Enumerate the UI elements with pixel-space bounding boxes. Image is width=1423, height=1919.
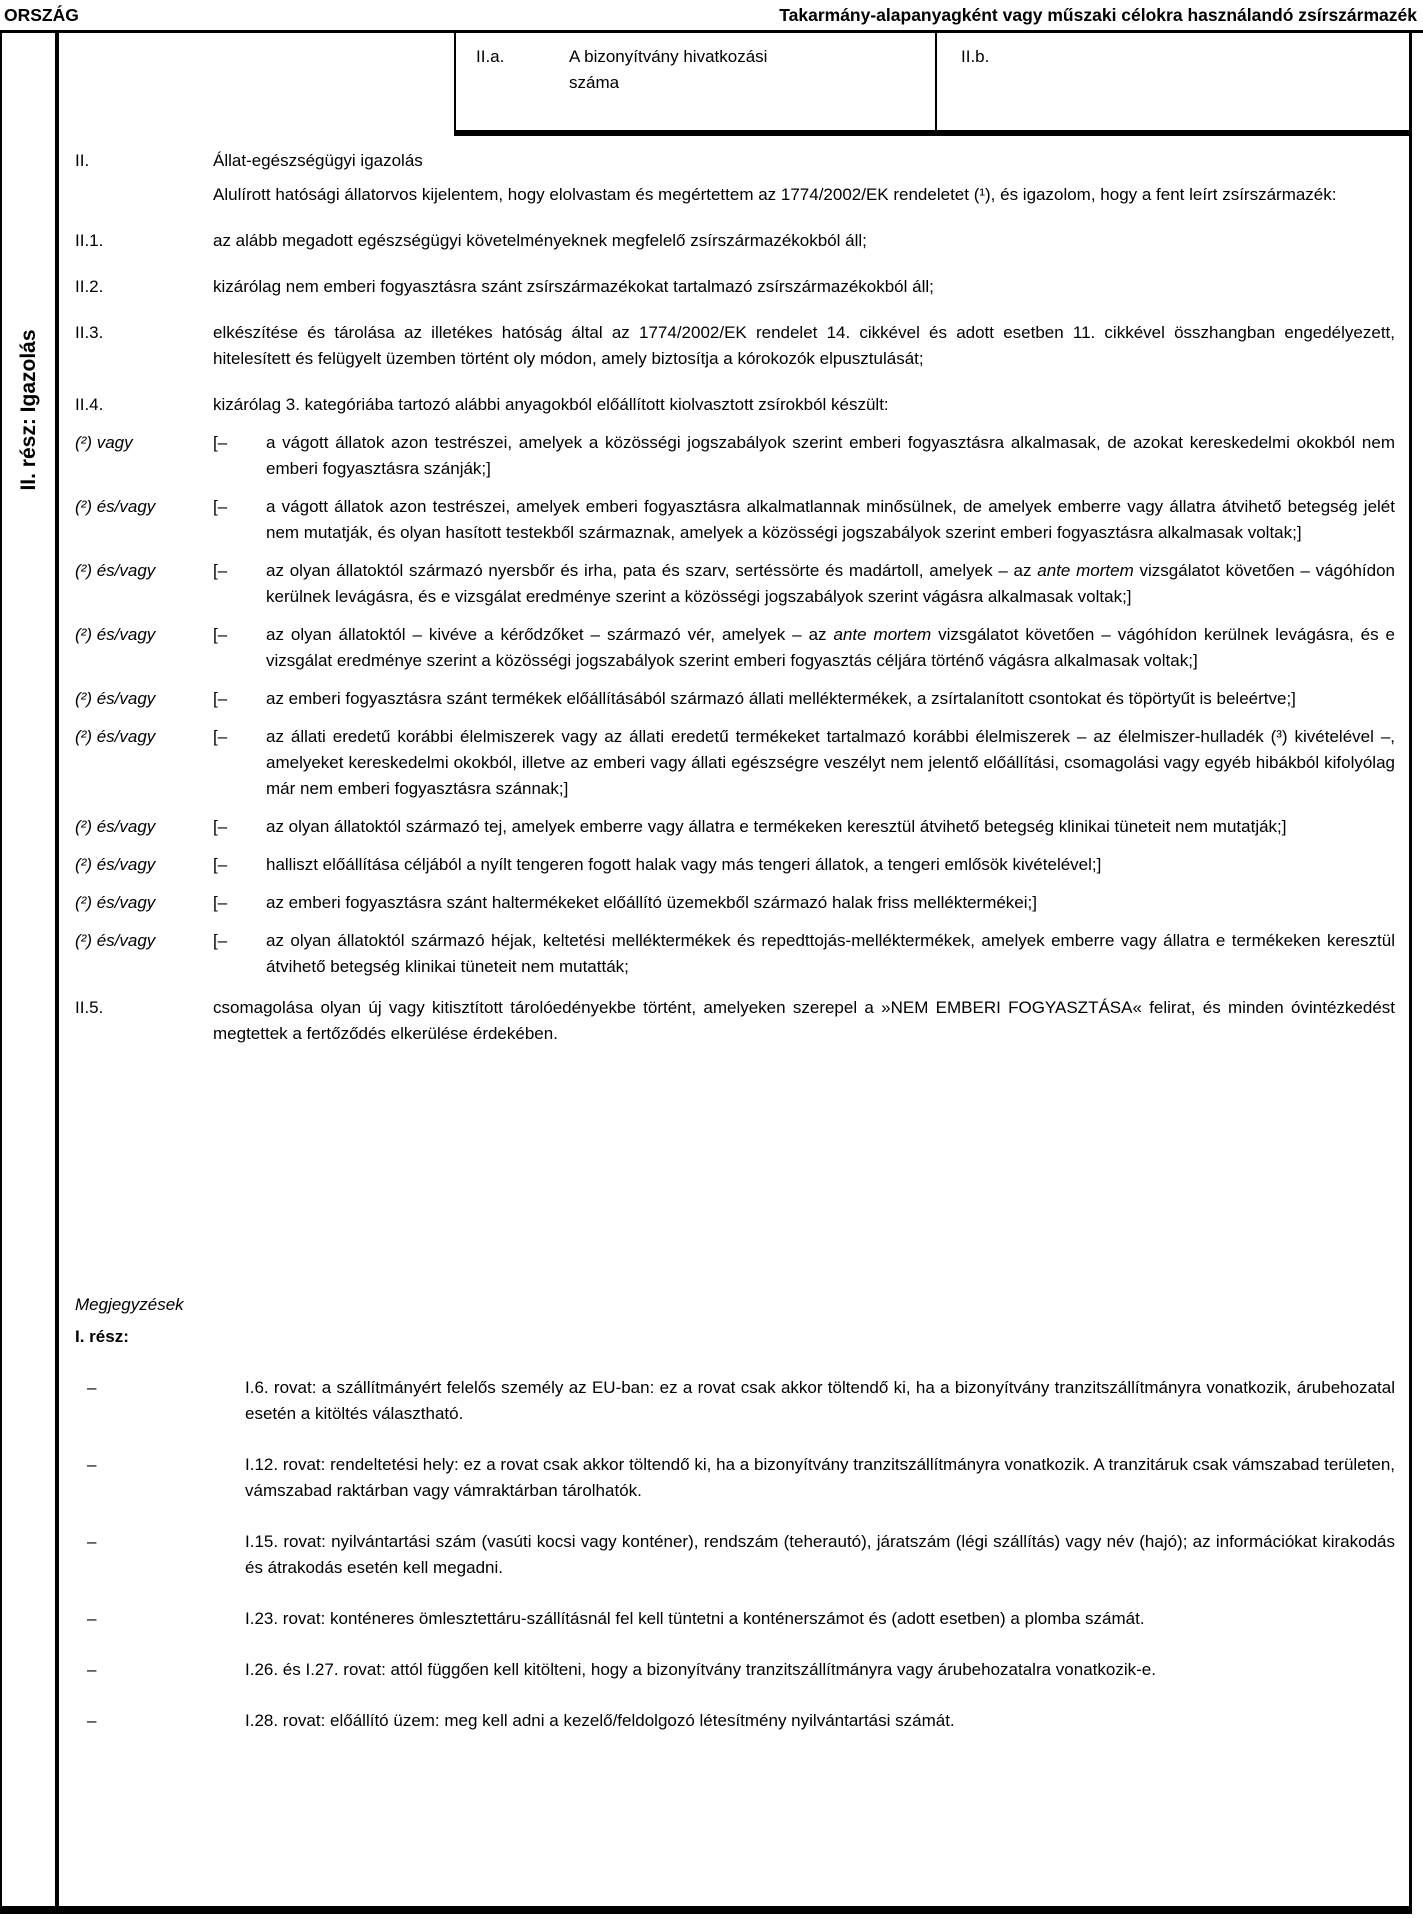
clause-row <box>75 320 1395 372</box>
option-row <box>75 494 1395 546</box>
option-text <box>266 852 1395 878</box>
clause-ii5-number: II.5. <box>75 998 104 1017</box>
clause-number: II.1. <box>75 231 104 250</box>
clause-text: az alább megadott egészségügyi követelményeknek megfelelő zsírszármazékokból áll; <box>213 231 867 250</box>
clause-row <box>75 274 1395 300</box>
clause-ii5-text: csomagolása olyan új vagy kitisztított tárolóedényekbe történt, amelyeken szerepel a »NEM EMBERI FOGYASZTÁSA« felirat, és minden óvintézkedést megtettek a fertőződés elkerülése érdekében. <box>213 998 1395 1043</box>
option-text <box>266 814 1395 840</box>
option-text-segment: az emberi fogyasztásra szánt termékek előállításából származó állati melléktermékek, a zsírtalanított csontokat és töpörtyűt is beleértve;] <box>266 689 1296 708</box>
part-ii-side-strip <box>0 33 55 1906</box>
option-bracket: [– <box>213 497 228 516</box>
option-text-italic-segment: ante mortem <box>1037 561 1134 580</box>
note-text: I.26. és I.27. rovat: attól függően kell kitölteni, hogy a bizonyítvány tranzitszállítmányra vagy árubehozatalra vonatkozik-e. <box>245 1660 1156 1679</box>
note-text: I.12. rovat: rendeltetési hely: ez a rovat csak akkor töltendő ki, ha a bizonyítvány tranzitszállítmányra vonatkozik. A tranzitáruk csak vámszabad területen, vámszabad raktárban vagy vámraktárban tárolhatók. <box>245 1455 1395 1500</box>
clause-text: elkészítése és tárolása az illetékes hatóság által az 1774/2002/EK rendelet 14. cikkével és adott esetben 11. cikkével összhangban engedélyezett, hitelesített és felügyelt üzemben történt oly módon, amely biztosítja a kórokozók elpusztulását; <box>213 323 1395 368</box>
option-marker: (²) és/vagy <box>75 727 156 746</box>
option-text-segment: a vágott állatok azon testrészei, amelyek emberi fogyasztásra alkalmatlannak minősülnek, de amelyek emberre vagy állatra átvihető betegség jelét nem mutatják, és olyan hasított testekből származnak, amelyek a közösségi jogszabályok szerint emberi fogyasztásra alkalmasak voltak;] <box>266 497 1395 542</box>
note-row <box>75 1529 1395 1581</box>
option-marker: (²) és/vagy <box>75 855 156 874</box>
option-row <box>75 814 1395 840</box>
option-text-segment: az olyan állatoktól – kivéve a kérődzőket – származó vér, amelyek – az <box>266 625 834 644</box>
option-marker: (²) és/vagy <box>75 931 156 950</box>
option-text <box>266 724 1395 802</box>
option-row <box>75 622 1395 674</box>
ref-iia-label: A bizonyítvány hivatkozási száma <box>569 47 768 92</box>
option-bracket: [– <box>213 855 228 874</box>
option-row <box>75 890 1395 916</box>
note-dash: – <box>87 1609 97 1628</box>
option-text-segment: halliszt előállítása céljából a nyílt tengeren fogott halak vagy más tengeri állatok, a tengeri emlősök kivételével;] <box>266 855 1102 874</box>
option-text <box>266 890 1395 916</box>
option-text-segment: az állati eredetű korábbi élelmiszerek vagy az állati eredetű termékeket tartalmazó korábbi élelmiszerek – az élelmiszer-hulladék (³) kivételével –, amelyeket kereskedelmi okokból, illetve az emberi vagy állati egészségre veszélyt nem jelentő előállítási, csomagolási vagy egyéb hibákból kifolyólag már nem emberi fogyasztásra szánnak;] <box>266 727 1395 798</box>
page-header <box>4 4 1417 26</box>
certificate-content <box>59 33 1409 1734</box>
note-row <box>75 1708 1395 1734</box>
note-dash: – <box>87 1455 97 1474</box>
option-text-segment: vizsgálatot követően – vágóhídon kerülnek levágásra, és e vizsgálat eredménye szerint a közösségi jogszabályok szerint emberi fogyasztás céljára történő vágásra alkalmasak voltak;] <box>266 625 1395 670</box>
option-text <box>266 928 1395 980</box>
note-text: I.6. rovat: a szállítmányért felelős személy az EU-ban: ez a rovat csak akkor töltendő ki, ha a bizonyítvány tranzitszállítmányra vonatkozik, árubehozatal esetén a kitöltés választható. <box>245 1378 1395 1423</box>
country-label: ORSZÁG <box>4 5 79 25</box>
clause-number: II.3. <box>75 323 104 342</box>
option-text <box>266 622 1395 674</box>
option-bracket: [– <box>213 689 228 708</box>
note-dash: – <box>87 1378 97 1397</box>
option-bracket: [– <box>213 433 228 452</box>
clause-row <box>75 228 1395 254</box>
clause-text: kizárólag 3. kategóriába tartozó alábbi anyagokból előállított kiolvasztott zsírokból készült: <box>213 395 889 414</box>
option-text <box>266 494 1395 546</box>
option-marker: (²) és/vagy <box>75 561 156 580</box>
option-bracket: [– <box>213 931 228 950</box>
bottom-rule <box>0 1906 1412 1914</box>
document-title: Takarmány-alapanyagként vagy műszaki célokra használandó zsírszármazék <box>779 5 1417 25</box>
blank-space <box>75 1047 1395 1292</box>
side-vertical-label: II. rész: Igazolás <box>17 329 40 491</box>
note-row <box>75 1606 1395 1632</box>
intro-number-spacer <box>75 182 213 208</box>
option-marker: (²) és/vagy <box>75 893 156 912</box>
option-text-segment: a vágott állatok azon testrészei, amelyek a közösségi jogszabályok szerint emberi fogyasztásra alkalmasak, de azokat kereskedelmi okokból nem emberi fogyasztásra szánják;] <box>266 433 1395 478</box>
option-text-segment: az emberi fogyasztásra szánt haltermékeket előállító üzemekből származó halak friss melléktermékei;] <box>266 893 1037 912</box>
option-bracket: [– <box>213 561 228 580</box>
option-marker: (²) és/vagy <box>75 625 156 644</box>
option-bracket: [– <box>213 625 228 644</box>
option-row <box>75 686 1395 712</box>
notes-list <box>75 1375 1395 1734</box>
ref-iib-code: II.b. <box>961 47 990 66</box>
certificate-main-box <box>55 33 1412 1906</box>
clauses-list <box>75 228 1395 418</box>
option-text-segment: az olyan állatoktól származó tej, amelyek emberre vagy állatra e termékeken keresztül átvihető betegség klinikai tüneteit nem mutatják;] <box>266 817 1287 836</box>
option-marker: (²) vagy <box>75 433 133 452</box>
section-ii-number: II. <box>75 151 90 170</box>
option-text-segment: az olyan állatoktól származó nyersbőr és irha, pata és szarv, sertéssörte és madártoll, amelyek – az <box>266 561 1038 580</box>
ref-iia-code: II.a. <box>476 47 505 66</box>
declaration-intro-text: Alulírott hatósági állatorvos kijelentem, hogy elolvastam és megértettem az 1774/2002/EK rendeletet (¹), és igazolom, hogy a fent leírt zsírszármazék: <box>213 185 1337 204</box>
option-marker: (²) és/vagy <box>75 497 156 516</box>
option-text-segment: az olyan állatoktól származó héjak, keltetési melléktermékek és repedttojás-melléktermékek, amelyek emberre vagy állatra e termékeken keresztül átvihető betegség klinikai tüneteit nem mutatták; <box>266 931 1395 976</box>
option-row <box>75 724 1395 802</box>
option-bracket: [– <box>213 817 228 836</box>
option-row <box>75 558 1395 610</box>
clause-row <box>75 392 1395 418</box>
option-row <box>75 928 1395 980</box>
note-row <box>75 1657 1395 1683</box>
option-marker: (²) és/vagy <box>75 689 156 708</box>
notes-heading: Megjegyzések <box>75 1295 184 1314</box>
section-ii-heading <box>75 148 1395 174</box>
section-ii-title: Állat-egészségügyi igazolás <box>213 151 423 170</box>
options-list <box>75 430 1395 980</box>
option-marker: (²) és/vagy <box>75 817 156 836</box>
clause-text: kizárólag nem emberi fogyasztásra szánt zsírszármazékokat tartalmazó zsírszármazékokból áll; <box>213 277 934 296</box>
note-text: I.23. rovat: konténeres ömlesztettáru-szállításnál fel kell tüntetni a konténerszámot és (adott esetben) a plomba számát. <box>245 1609 1145 1628</box>
option-bracket: [– <box>213 893 228 912</box>
option-bracket: [– <box>213 727 228 746</box>
option-text-segment: vizsgálatot követően – vágóhídon kerülnek levágásra, és e vizsgálat eredménye szerint a közösségi jogszabályok szerint vágásra alkalmasak voltak;] <box>266 561 1395 606</box>
option-text-italic-segment: ante mortem <box>833 625 932 644</box>
note-dash: – <box>87 1660 97 1679</box>
option-text <box>266 558 1395 610</box>
clause-number: II.2. <box>75 277 104 296</box>
clause-number: II.4. <box>75 395 104 414</box>
notes-part-heading: I. rész: <box>75 1327 129 1346</box>
note-dash: – <box>87 1711 97 1730</box>
option-row <box>75 430 1395 482</box>
clause-ii5-row <box>75 995 1395 1047</box>
note-text: I.28. rovat: előállító üzem: meg kell adni a kezelő/feldolgozó létesítmény nyilvántartási számát. <box>245 1711 955 1730</box>
declaration-intro-row <box>75 182 1395 208</box>
option-text <box>266 686 1395 712</box>
note-dash: – <box>87 1532 97 1551</box>
option-row <box>75 852 1395 878</box>
note-row <box>75 1375 1395 1427</box>
note-text: I.15. rovat: nyilvántartási szám (vasúti kocsi vagy konténer), rendszám (teherautó), járatszám (légi szállítás) vagy név (hajó); az információkat kirakodás és átrakodás esetén kell megadni. <box>245 1532 1395 1577</box>
note-row <box>75 1452 1395 1504</box>
option-text <box>266 430 1395 482</box>
